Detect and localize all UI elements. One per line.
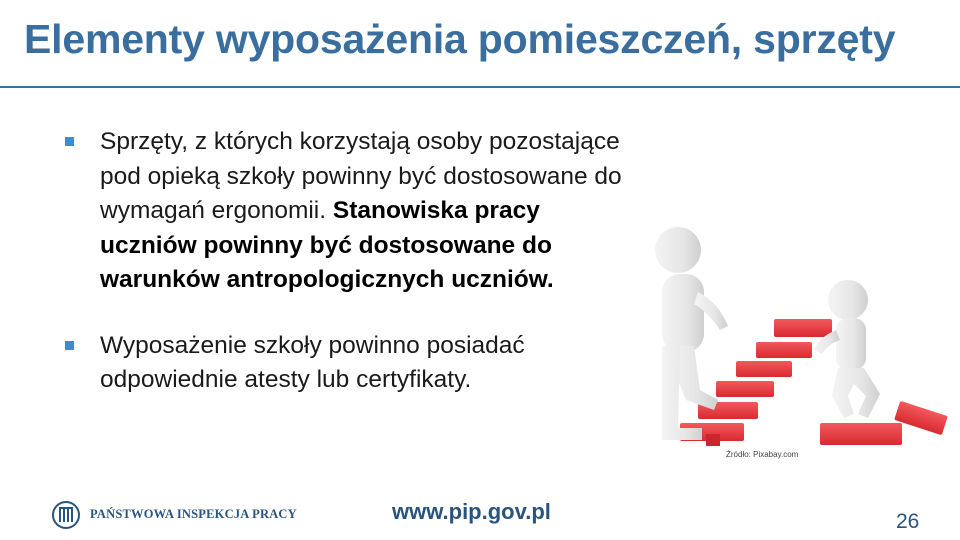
red-steps [680, 319, 948, 446]
bullet-text [100, 125, 630, 298]
title-divider [0, 86, 960, 88]
stairs-illustration [640, 218, 960, 468]
page-number: 26 [896, 510, 920, 533]
bullet-text-regular: Wyposażenie szkoły powinno posiadać odpowiednie atesty lub certyfikaty. [100, 331, 525, 393]
square-bullet-icon [65, 137, 74, 146]
helper-figure [814, 280, 880, 418]
slide-title: Elementy wyposażenia pomieszczeń, sprzęty [24, 16, 896, 62]
bullet-text [100, 329, 630, 398]
square-bullet-icon [65, 341, 74, 350]
footer-url-link[interactable]: www.pip.gov.pl [392, 499, 551, 524]
bullet-text-regular: Sprzęty, z których korzystają osoby pozostające pod opieką szkoły powinny być dostosowane do wymagań ergonomii. [100, 128, 622, 224]
bullet-text-bold: Stanowiska pracy uczniów powinny być dostosowane do warunków antropologicznych uczniów. [100, 197, 554, 293]
image-source-caption: Źródło: Pixabay.com [726, 450, 799, 459]
bullet-list [60, 125, 630, 398]
bullet-item [60, 125, 630, 298]
bullet-item [60, 329, 630, 398]
footer-organization: PAŃSTWOWA INSPEKCJA PRACY [90, 507, 297, 521]
pip-emblem-icon [50, 500, 82, 530]
